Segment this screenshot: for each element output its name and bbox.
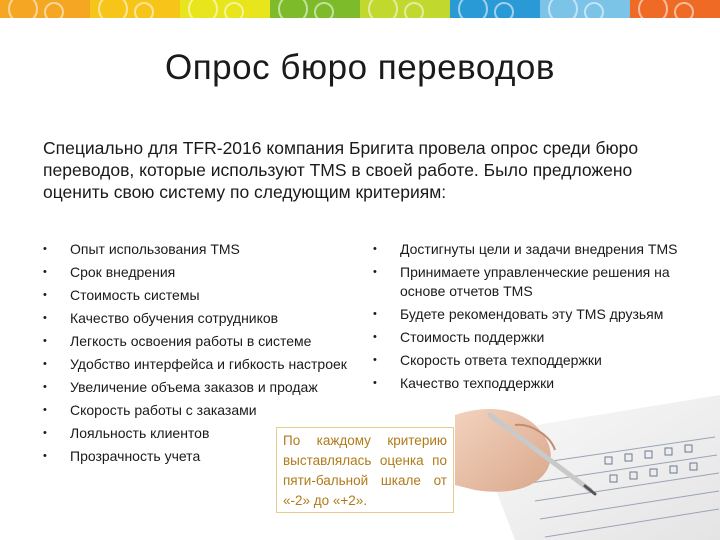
bullet-icon: • [43, 404, 47, 416]
criterion-item [373, 263, 700, 301]
criterion-label: Скорость работы с заказами [70, 402, 257, 418]
bullet-icon: • [43, 243, 47, 255]
criterion-label: Качество техподдержки [400, 375, 555, 391]
criterion-item [43, 263, 360, 282]
criterion-label: Стоимость поддержки [400, 329, 545, 345]
criteria-list-right [373, 240, 700, 397]
criterion-item [373, 305, 700, 324]
criterion-label: Будете рекомендовать эту TMS друзьям [400, 306, 664, 322]
criterion-item [43, 309, 360, 328]
banner-segment [540, 0, 630, 18]
bullet-icon: • [43, 266, 47, 278]
criterion-label: Увеличение объема заказов и продаж [70, 379, 318, 395]
bullet-icon: • [43, 289, 47, 301]
criterion-item [43, 401, 360, 420]
bullet-icon: • [43, 312, 47, 324]
criterion-label: Опыт использования TMS [70, 241, 240, 257]
criterion-item [373, 351, 700, 370]
slide-title: Опрос бюро переводов [164, 48, 555, 87]
criterion-label: Лояльность клиентов [70, 425, 210, 441]
bullet-icon: • [373, 377, 377, 389]
rating-scale-note: По каждому критерию выставлялась оценка по пяти-бальной шкале от «-2» до «+2». [276, 427, 454, 513]
intro-paragraph: Специально для TFR-2016 компания Бригита провела опрос среди бюро переводов, которые используют TMS в своей работе. Было предложено оценить свою систему по следующим критериям: [43, 138, 639, 202]
banner-segment [180, 0, 270, 18]
criterion-item [43, 355, 360, 374]
banner-segment [450, 0, 540, 18]
criterion-label: Срок внедрения [70, 264, 176, 280]
criterion-label: Скорость ответа техподдержки [400, 352, 602, 368]
banner-segment [270, 0, 360, 18]
bullet-icon: • [373, 354, 377, 366]
criterion-item [43, 240, 360, 259]
bullet-icon: • [43, 335, 47, 347]
bullet-icon: • [373, 331, 377, 343]
bullet-icon: • [43, 450, 47, 462]
decorative-banner [0, 0, 720, 18]
bullet-icon: • [43, 358, 47, 370]
criterion-item [43, 378, 360, 397]
criterion-label: Качество обучения сотрудников [70, 310, 279, 326]
bullet-icon: • [43, 427, 47, 439]
bullet-icon: • [373, 308, 377, 320]
criterion-item [373, 328, 700, 347]
criterion-item [43, 332, 360, 351]
bullet-icon: • [373, 243, 377, 255]
criterion-label: Достигнуты цели и задачи внедрения TMS [400, 241, 678, 257]
criterion-label: Принимаете управленческие решения на основе отчетов TMS [400, 264, 670, 299]
banner-segment [0, 0, 90, 18]
criterion-item [373, 240, 700, 259]
criterion-item [43, 286, 360, 305]
criterion-label: Легкость освоения работы в системе [70, 333, 312, 349]
hand-writing-on-form-image [455, 395, 720, 540]
banner-segment [90, 0, 180, 18]
bullet-icon: • [373, 266, 377, 278]
banner-segment [630, 0, 720, 18]
criterion-label: Прозрачность учета [70, 448, 201, 464]
criterion-item [373, 374, 700, 393]
bullet-icon: • [43, 381, 47, 393]
criterion-label: Удобство интерфейса и гибкость настроек [70, 356, 347, 372]
banner-segment [360, 0, 450, 18]
criterion-label: Стоимость системы [70, 287, 200, 303]
